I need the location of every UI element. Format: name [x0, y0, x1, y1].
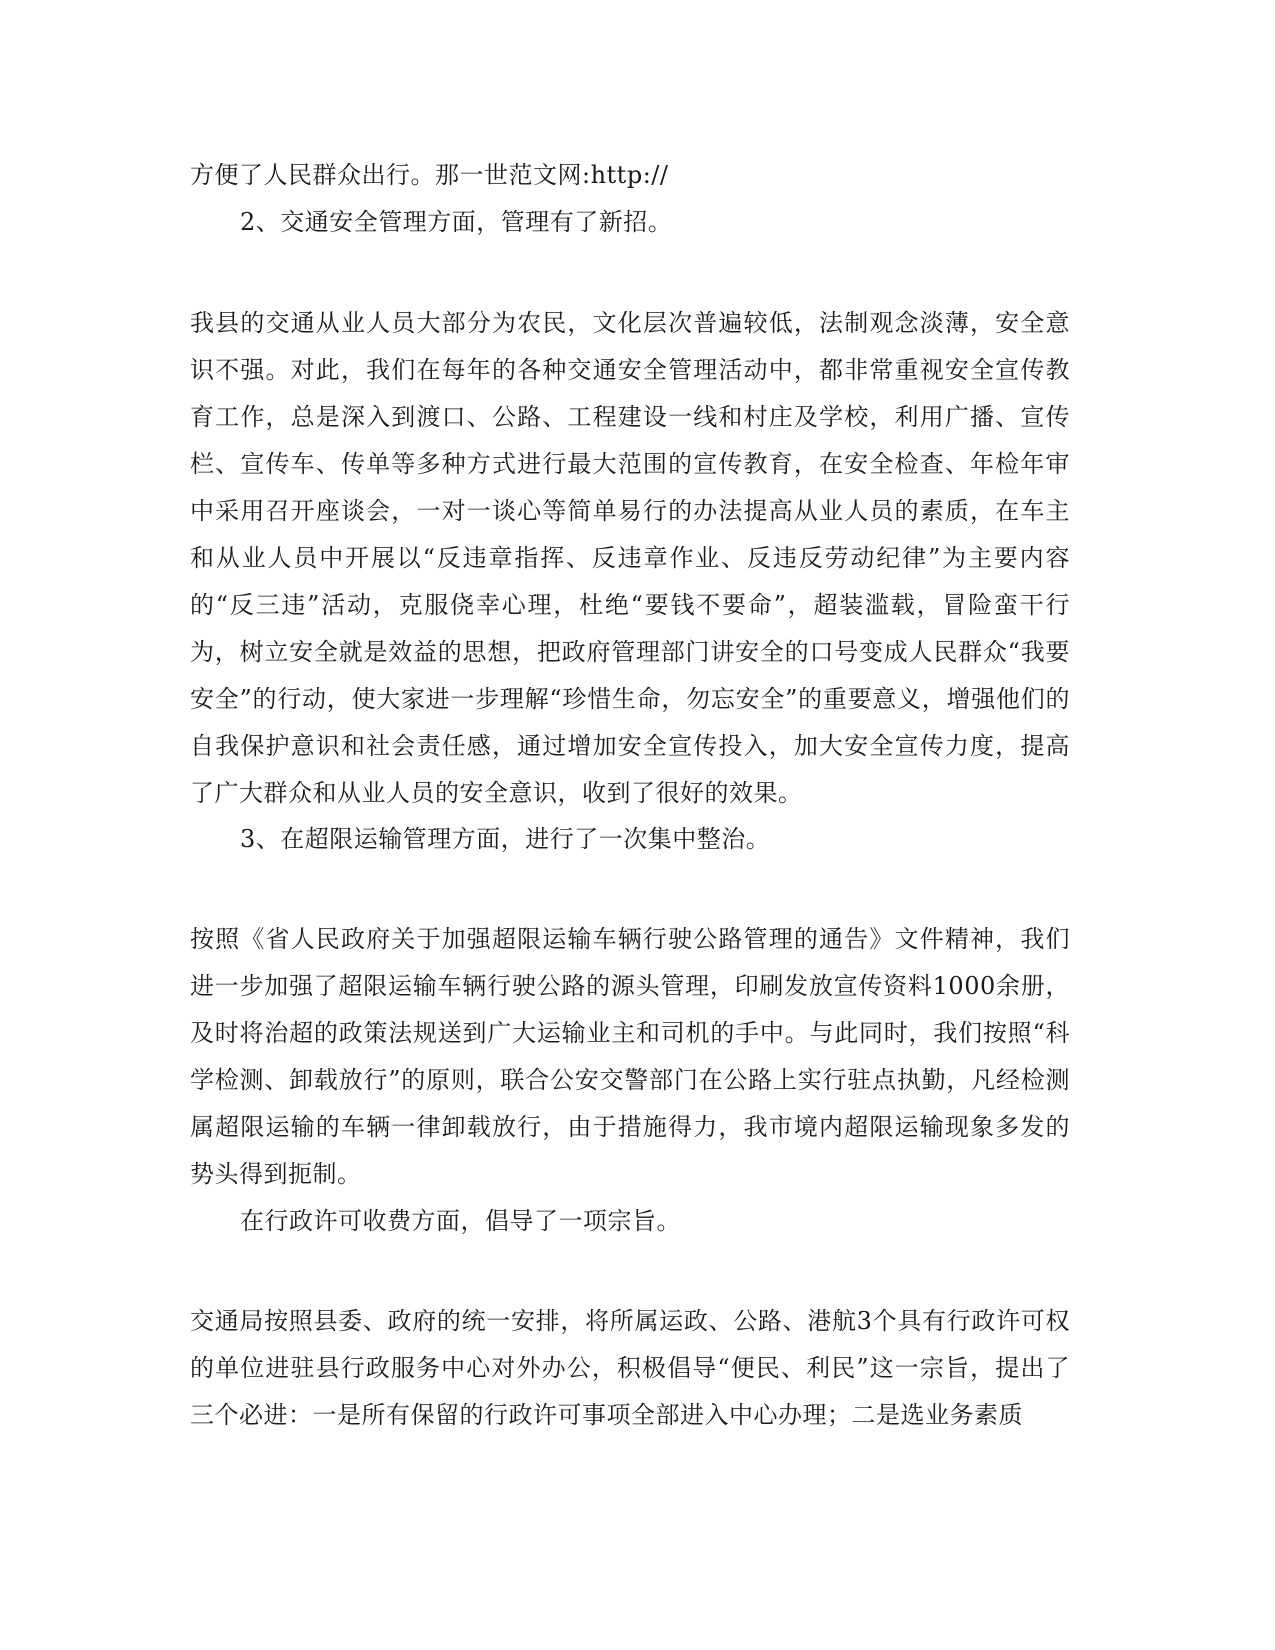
paragraph-continuation: 方便了人民群众出行。那一世范文网:http://: [190, 161, 669, 189]
paragraph-traffic-safety: 我县的交通从业人员大部分为农民，文化层次普遍较低，法制观念淡薄，安全意识不强。对此，我们在每年的各种交通安全管理活动中，都非常重视安全宣传教育工作，总是深入到渡口、公路、工程建设一线和村庄及学校，利用广播、宣传栏、宣传车、传单等多种方式进行最大范围的宣传教育，在安全检查、年检年审中采用召开座谈会，一对一谈心等简单易行的办法提高从业人员的素质，在车主和从业人员中开展以“反违章指挥、反违章作业、反违反劳动纪律”为主要内容的“反三违”活动，克服侥幸心理，杜绝“要钱不要命”，超装滥载，冒险蛮干行为，树立安全就是效益的思想，把政府管理部门讲安全的口号变成人民群众“我要安全”的行动，使大家进一步理解“珍惜生命，勿忘安全”的重要意义，增强他们的自我保护意识和社会责任感，通过增加安全宣传投入，加大安全宣传力度，提高了广大群众和从业人员的安全意识，收到了很好的效果。: [190, 309, 1070, 807]
section-heading-traffic-safety: 2、交通安全管理方面，管理有了新招。: [240, 208, 673, 236]
section-heading-overload-transport: 3、在超限运输管理方面，进行了一次集中整治。: [240, 825, 771, 853]
section-heading-administrative-licensing: 在行政许可收费方面，倡导了一项宗旨。: [240, 1207, 681, 1235]
paragraph-administrative-licensing: 交通局按照县委、政府的统一安排，将所属运政、公路、港航3个具有行政许可权的单位进驻县行政服务中心对外办公，积极倡导“便民、利民”这一宗旨，提出了三个必进：一是所有保留的行政许可事项全部进入中心办理；二是选业务素质: [190, 1307, 1070, 1429]
paragraph-overload-transport: 按照《省人民政府关于加强超限运输车辆行驶公路管理的通告》文件精神，我们进一步加强了超限运输车辆行驶公路的源头管理，印刷发放宣传资料1000余册，及时将治超的政策法规送到广大运输业主和司机的手中。与此同时，我们按照“科学检测、卸载放行”的原则，联合公安交警部门在公路上实行驻点执勤，凡经检测属超限运输的车辆一律卸载放行，由于措施得力，我市境内超限运输现象多发的势头得到扼制。: [190, 925, 1070, 1188]
